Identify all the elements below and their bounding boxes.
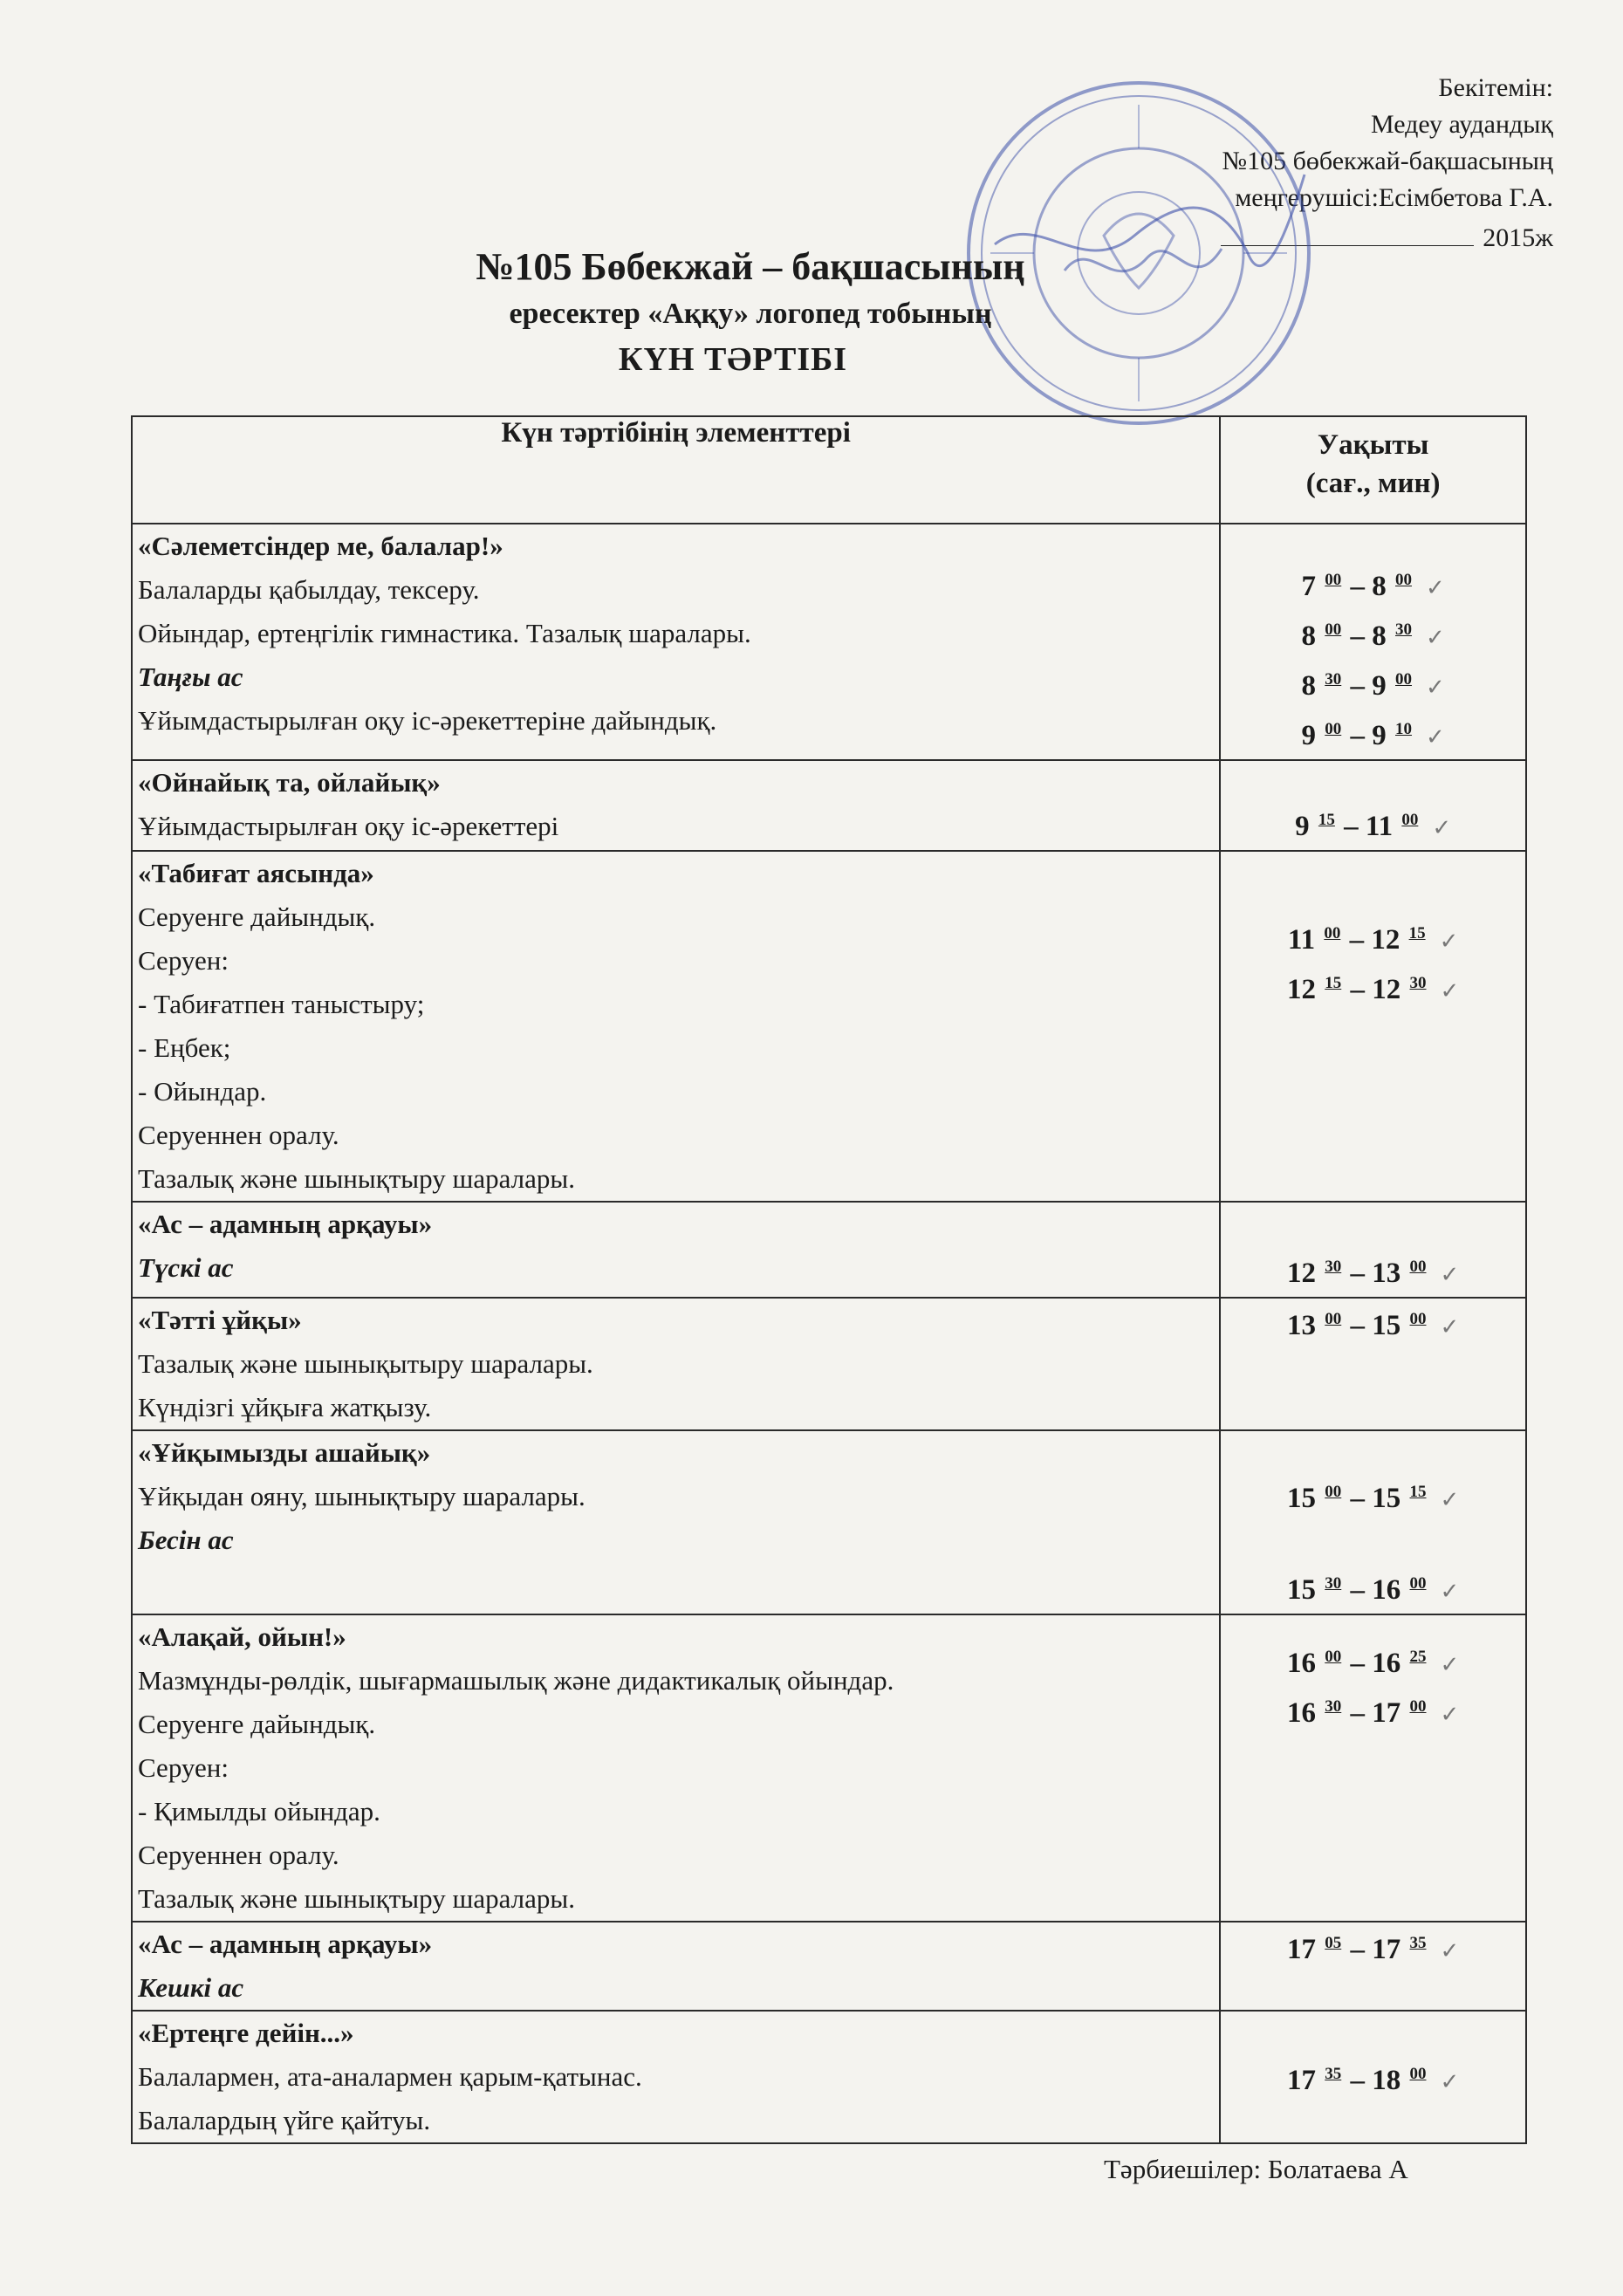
table-row xyxy=(132,1202,1526,1298)
section-title: «Сәлеметсіндер ме, балалар!» xyxy=(138,531,503,561)
time-cell xyxy=(1220,1298,1526,1430)
start-minute: 05 xyxy=(1325,1934,1342,1952)
end-minute: 00 xyxy=(1409,1310,1427,1328)
start-hour: 8 xyxy=(1301,670,1316,702)
start-hour: 9 xyxy=(1295,811,1310,842)
end-minute: 30 xyxy=(1409,974,1427,992)
start-minute: 30 xyxy=(1325,1258,1342,1276)
start-hour: 16 xyxy=(1287,1648,1316,1679)
end-minute: 30 xyxy=(1395,620,1412,639)
time-cell xyxy=(1220,851,1526,1202)
start-hour: 9 xyxy=(1301,720,1316,751)
activity-line: - Қимылды ойындар. xyxy=(138,1796,380,1827)
start-hour: 12 xyxy=(1287,974,1316,1005)
end-hour: 17 xyxy=(1372,1934,1401,1965)
start-minute: 35 xyxy=(1325,2065,1342,2083)
activity-line: Серуеннен оралу. xyxy=(138,1120,339,1150)
checkmark-icon: ✓ xyxy=(1440,2069,1460,2094)
end-hour: 15 xyxy=(1372,1310,1401,1341)
checkmark-icon: ✓ xyxy=(1432,815,1452,840)
time-range xyxy=(1222,659,1524,709)
time-range xyxy=(1222,1563,1524,1613)
time-range xyxy=(1222,1246,1524,1296)
end-hour: 13 xyxy=(1372,1258,1401,1289)
end-minute: 00 xyxy=(1409,2065,1427,2083)
time-range xyxy=(1222,1922,1524,1972)
table-row xyxy=(132,1298,1526,1430)
start-hour: 16 xyxy=(1287,1697,1316,1729)
table-row xyxy=(132,851,1526,1202)
activity-line: Ұйқыдан ояну, шынықтыру шаралары. xyxy=(138,1481,586,1511)
end-minute: 15 xyxy=(1409,1483,1427,1501)
section-title: «Табиғат аясында» xyxy=(138,858,374,888)
end-hour: 12 xyxy=(1372,974,1401,1005)
activity-line: Серуенге дайындық. xyxy=(138,901,376,932)
end-hour: 11 xyxy=(1365,811,1394,842)
end-hour: 12 xyxy=(1371,924,1400,956)
range-dash: – xyxy=(1343,1258,1373,1289)
end-minute: 35 xyxy=(1409,1934,1427,1952)
activity-line: Түскі ас xyxy=(138,1252,234,1283)
activity-line: Тазалық және шынықтыру шаралары. xyxy=(138,1163,575,1194)
end-hour: 16 xyxy=(1372,1574,1401,1606)
activity-line: Балалармен, ата-аналармен қарым-қатынас. xyxy=(138,2061,642,2092)
checkmark-icon: ✓ xyxy=(1440,1938,1460,1964)
column-header-time xyxy=(1220,416,1526,524)
time-range xyxy=(1222,963,1524,1012)
table-row xyxy=(132,524,1526,760)
time-range xyxy=(1222,1299,1524,1348)
time-range xyxy=(1222,1636,1524,1686)
footer-teachers: Тәрбиешілер: Болатаева А xyxy=(1104,2154,1408,2184)
end-hour: 8 xyxy=(1372,571,1387,602)
section-title: «Алақай, ойын!» xyxy=(138,1621,346,1652)
table-header-row xyxy=(132,416,1526,524)
column-header-time-unit: (сағ., мин) xyxy=(1305,468,1441,499)
range-dash: – xyxy=(1343,1310,1373,1341)
end-hour: 9 xyxy=(1372,670,1387,702)
section-title: «Тәтті ұйқы» xyxy=(138,1305,302,1335)
time-range xyxy=(1222,709,1524,758)
schedule-body xyxy=(132,524,1526,2143)
start-minute: 00 xyxy=(1325,1483,1342,1501)
end-minute: 25 xyxy=(1409,1648,1427,1666)
activity-line: Балаларды қабылдау, тексеру. xyxy=(138,574,480,605)
range-dash: – xyxy=(1343,720,1373,751)
approval-heading: Бекітемін: xyxy=(1438,73,1553,102)
time-cell xyxy=(1220,760,1526,851)
time-cell xyxy=(1220,2011,1526,2143)
start-hour: 12 xyxy=(1287,1258,1316,1289)
table-row xyxy=(132,2011,1526,2143)
time-cell xyxy=(1220,1430,1526,1614)
range-dash: – xyxy=(1343,670,1373,702)
range-dash: – xyxy=(1343,2065,1373,2096)
time-cell xyxy=(1220,524,1526,760)
activity-line: Ұйымдастырылған оқу іс-әрекеттеріне дайындық. xyxy=(138,705,717,736)
time-range xyxy=(1222,2053,1524,2103)
start-minute: 00 xyxy=(1325,1648,1342,1666)
checkmark-icon: ✓ xyxy=(1440,1314,1460,1340)
start-minute: 30 xyxy=(1325,1574,1342,1593)
column-header-time-label: Уақыты xyxy=(1317,429,1429,461)
start-minute: 15 xyxy=(1318,811,1335,829)
activity-line: - Ойындар. xyxy=(138,1076,267,1107)
activity-cell xyxy=(132,1614,1220,1922)
table-row xyxy=(132,1922,1526,2011)
checkmark-icon: ✓ xyxy=(1426,724,1445,750)
range-dash: – xyxy=(1343,1697,1373,1729)
time-cell xyxy=(1220,1922,1526,2011)
end-minute: 00 xyxy=(1409,1258,1427,1276)
activity-line: Серуенге дайындық. xyxy=(138,1709,376,1739)
checkmark-icon: ✓ xyxy=(1440,1652,1460,1677)
start-hour: 17 xyxy=(1287,2065,1316,2096)
activity-line: Таңғы ас xyxy=(138,661,243,692)
approval-kindergarten: №105 бөбекжай-бақшасының xyxy=(1222,147,1553,175)
activity-line: - Табиғатпен таныстыру; xyxy=(138,989,425,1019)
start-minute: 00 xyxy=(1325,1310,1342,1328)
checkmark-icon: ✓ xyxy=(1440,1487,1460,1512)
activity-line: Ойындар, ертеңгілік гимнастика. Тазалық шаралары. xyxy=(138,618,751,648)
start-minute: 00 xyxy=(1325,620,1342,639)
checkmark-icon: ✓ xyxy=(1426,675,1445,700)
range-dash: – xyxy=(1343,1648,1373,1679)
checkmark-icon: ✓ xyxy=(1440,1579,1460,1604)
section-title: «Ас – адамның арқауы» xyxy=(138,1929,433,1959)
start-hour: 8 xyxy=(1301,620,1316,652)
table-row xyxy=(132,1430,1526,1614)
range-dash: – xyxy=(1336,811,1366,842)
range-dash: – xyxy=(1343,974,1373,1005)
start-minute: 30 xyxy=(1325,1697,1342,1716)
start-hour: 7 xyxy=(1301,571,1316,602)
activity-line: Күндізгі ұйқыға жатқызу. xyxy=(138,1392,432,1422)
time-range xyxy=(1222,913,1524,963)
column-header-elements: Күн тәртібінің элементтері xyxy=(132,416,1220,524)
activity-cell xyxy=(132,1922,1220,2011)
activity-line: Бесін ас xyxy=(138,1525,234,1555)
end-minute: 15 xyxy=(1408,924,1426,942)
activity-cell xyxy=(132,524,1220,760)
end-hour: 16 xyxy=(1372,1648,1401,1679)
activity-cell xyxy=(132,760,1220,851)
activity-line: Мазмұнды-рөлдік, шығармашылық және дидактикалық ойындар. xyxy=(138,1665,894,1696)
checkmark-icon: ✓ xyxy=(1440,1262,1460,1287)
start-hour: 15 xyxy=(1287,1483,1316,1514)
range-dash: – xyxy=(1343,620,1373,652)
range-dash: – xyxy=(1343,1934,1373,1965)
end-hour: 9 xyxy=(1372,720,1387,751)
end-hour: 18 xyxy=(1372,2065,1401,2096)
checkmark-icon: ✓ xyxy=(1439,929,1459,954)
end-hour: 15 xyxy=(1372,1483,1401,1514)
checkmark-icon: ✓ xyxy=(1426,625,1445,650)
checkmark-icon: ✓ xyxy=(1440,1702,1460,1727)
schedule-heading: КҮН ТӘРТІБІ xyxy=(618,341,848,378)
start-minute: 00 xyxy=(1325,720,1342,738)
document-subtitle: ересектер «Аққу» логопед тобының xyxy=(509,298,992,330)
time-range xyxy=(1222,609,1524,659)
time-cell xyxy=(1220,1614,1526,1922)
table-row xyxy=(132,1614,1526,1922)
section-title: «Ойнайық та, ойлайық» xyxy=(138,767,441,798)
start-hour: 11 xyxy=(1287,924,1316,956)
checkmark-icon: ✓ xyxy=(1440,978,1460,1004)
start-hour: 17 xyxy=(1287,1934,1316,1965)
end-minute: 10 xyxy=(1395,720,1412,738)
start-minute: 15 xyxy=(1325,974,1342,992)
activity-line: Серуен: xyxy=(138,945,229,976)
activity-line: Серуеннен оралу. xyxy=(138,1840,339,1870)
start-minute: 30 xyxy=(1325,670,1342,689)
section-title: «Ертеңге дейін...» xyxy=(138,2018,354,2048)
start-minute: 00 xyxy=(1325,571,1342,589)
time-range xyxy=(1222,1471,1524,1521)
activity-line: Серуен: xyxy=(138,1752,229,1783)
end-minute: 00 xyxy=(1409,1574,1427,1593)
activity-line: Тазалық және шынықытыру шаралары. xyxy=(138,1348,593,1379)
time-cell xyxy=(1220,1202,1526,1298)
activity-cell xyxy=(132,851,1220,1202)
schedule-table xyxy=(131,415,1527,2144)
activity-line: - Еңбек; xyxy=(138,1032,231,1063)
activity-line: Тазалық және шынықтыру шаралары. xyxy=(138,1883,575,1914)
table-row xyxy=(132,760,1526,851)
activity-cell xyxy=(132,1298,1220,1430)
range-dash: – xyxy=(1343,1483,1373,1514)
activity-cell xyxy=(132,2011,1220,2143)
activity-cell xyxy=(132,1202,1220,1298)
start-minute: 00 xyxy=(1324,924,1341,942)
approval-district: Медеу аудандық xyxy=(1370,110,1553,139)
section-title: «Ас – адамның арқауы» xyxy=(138,1209,433,1239)
end-minute: 00 xyxy=(1395,571,1412,589)
section-title: «Ұйқымызды ашайық» xyxy=(138,1437,431,1468)
activity-line: Балалардың үйге қайтуы. xyxy=(138,2105,431,2135)
start-hour: 13 xyxy=(1287,1310,1316,1341)
end-minute: 00 xyxy=(1409,1697,1427,1716)
start-hour: 15 xyxy=(1287,1574,1316,1606)
approval-year: 2015ж xyxy=(1483,223,1553,252)
document-title-block xyxy=(0,243,1623,380)
range-dash: – xyxy=(1342,924,1372,956)
end-hour: 17 xyxy=(1372,1697,1401,1729)
checkmark-icon: ✓ xyxy=(1426,575,1445,600)
range-dash: – xyxy=(1343,1574,1373,1606)
time-range xyxy=(1222,799,1524,849)
end-minute: 00 xyxy=(1395,670,1412,689)
time-range xyxy=(1222,559,1524,609)
range-dash: – xyxy=(1343,571,1373,602)
activity-line: Ұйымдастырылған оқу іс-әрекеттері xyxy=(138,811,559,841)
end-hour: 8 xyxy=(1372,620,1387,652)
end-minute: 00 xyxy=(1401,811,1419,829)
document-title: №105 Бөбекжай – бақшасының xyxy=(476,245,1025,288)
approval-head-name: меңгерушісі:Есімбетова Г.А. xyxy=(1235,183,1553,212)
activity-cell xyxy=(132,1430,1220,1614)
activity-line: Кешкі ас xyxy=(138,1972,244,2003)
time-range xyxy=(1222,1686,1524,1736)
